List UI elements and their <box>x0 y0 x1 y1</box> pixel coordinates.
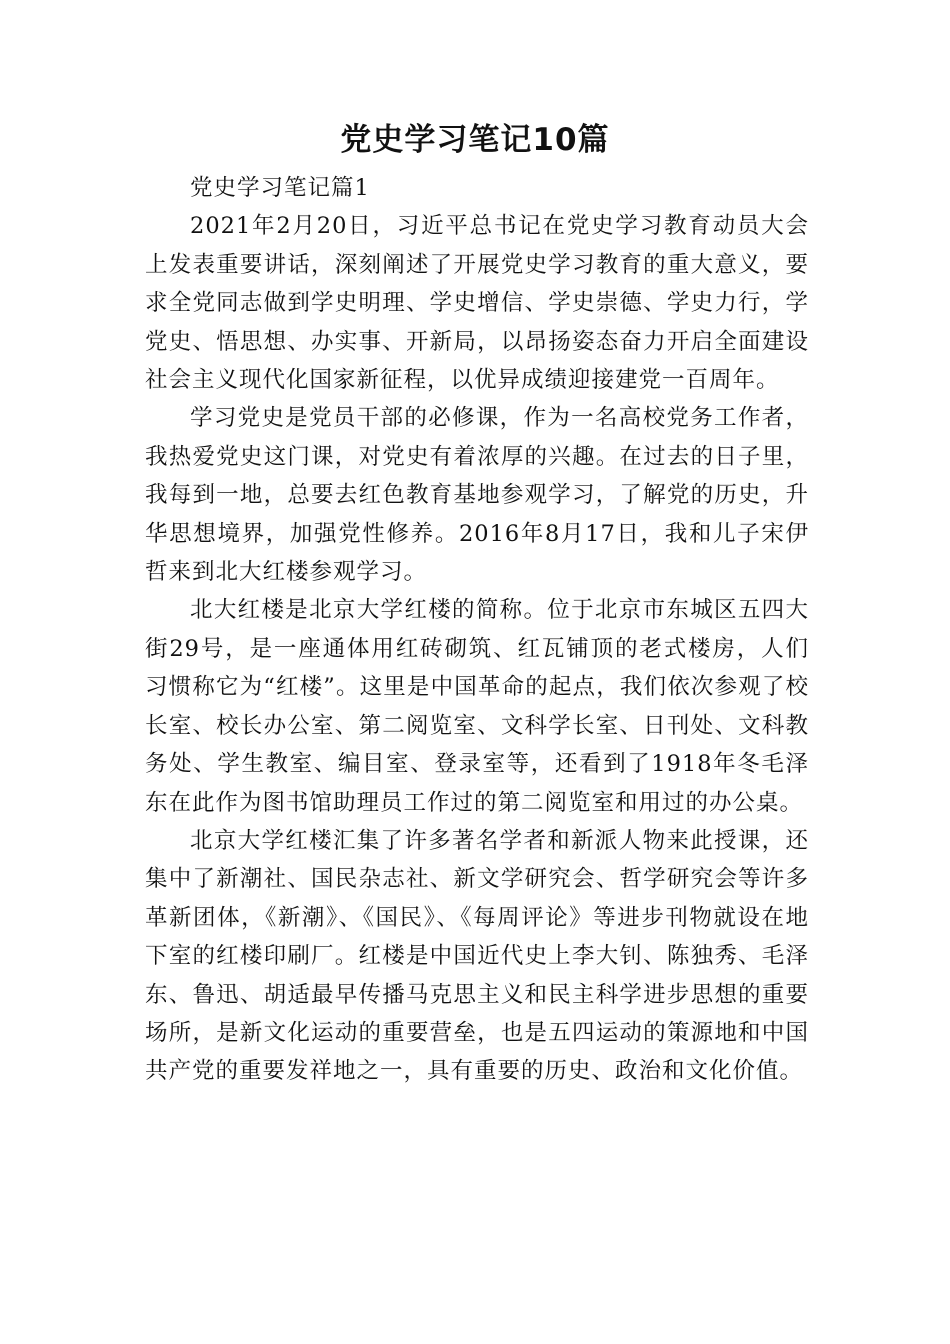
paragraph-2: 学习党史是党员干部的必修课，作为一名高校党务工作者，我热爱党史这门课，对党史有着浓厚的兴趣。在过去的日子里，我每到一地，总要去红色教育基地参观学习，了解党的历史，升华思想境界，加强党性修养。2016年8月17日，我和儿子宋伊哲来到北大红楼参观学习。 <box>145 405 809 586</box>
paragraph-3: 北大红楼是北京大学红楼的简称。位于北京市东城区五四大街29号，是一座通体用红砖砌筑、红瓦铺顶的老式楼房，人们习惯称它为“红楼”。这里是中国革命的起点，我们依次参观了校长室、校长办公室、第二阅览室、文科学长室、日刊处、文科教务处、学生教室、编目室、登录室等，还看到了1918年冬毛泽东在此作为图书馆助理员工作过的第二阅览室和用过的办公桌。 <box>145 597 809 816</box>
paragraph-4: 北京大学红楼汇集了许多著名学者和新派人物来此授课，还集中了新潮社、国民杂志社、新文学研究会、哲学研究会等许多革新团体，《新潮》、《国民》、《每周评论》等进步刊物就设在地下室的红楼印刷厂。红楼是中国近代史上李大钊、陈独秀、毛泽东、鲁迅、胡适最早传播马克思主义和民主科学进步思想的重要场所，是新文化运动的重要营垒，也是五四运动的策源地和中国共产党的重要发祥地之一，具有重要的历史、政治和文化价值。 <box>145 827 809 1085</box>
paragraph-1: 2021年2月20日，习近平总书记在党史学习教育动员大会上发表重要讲话，深刻阐述了开展党史学习教育的重大意义，要求全党同志做到学史明理、学史增信、学史崇德、学史力行，学党史、悟思想、办实事、开新局，以昂扬姿态奋力开启全面建设社会主义现代化国家新征程，以优异成绩迎接建党一百周年。 <box>145 213 809 394</box>
section-heading: 党史学习笔记篇1 <box>190 175 370 201</box>
document-body <box>145 169 809 1091</box>
document-title: 党史学习笔记10篇 <box>340 122 610 158</box>
